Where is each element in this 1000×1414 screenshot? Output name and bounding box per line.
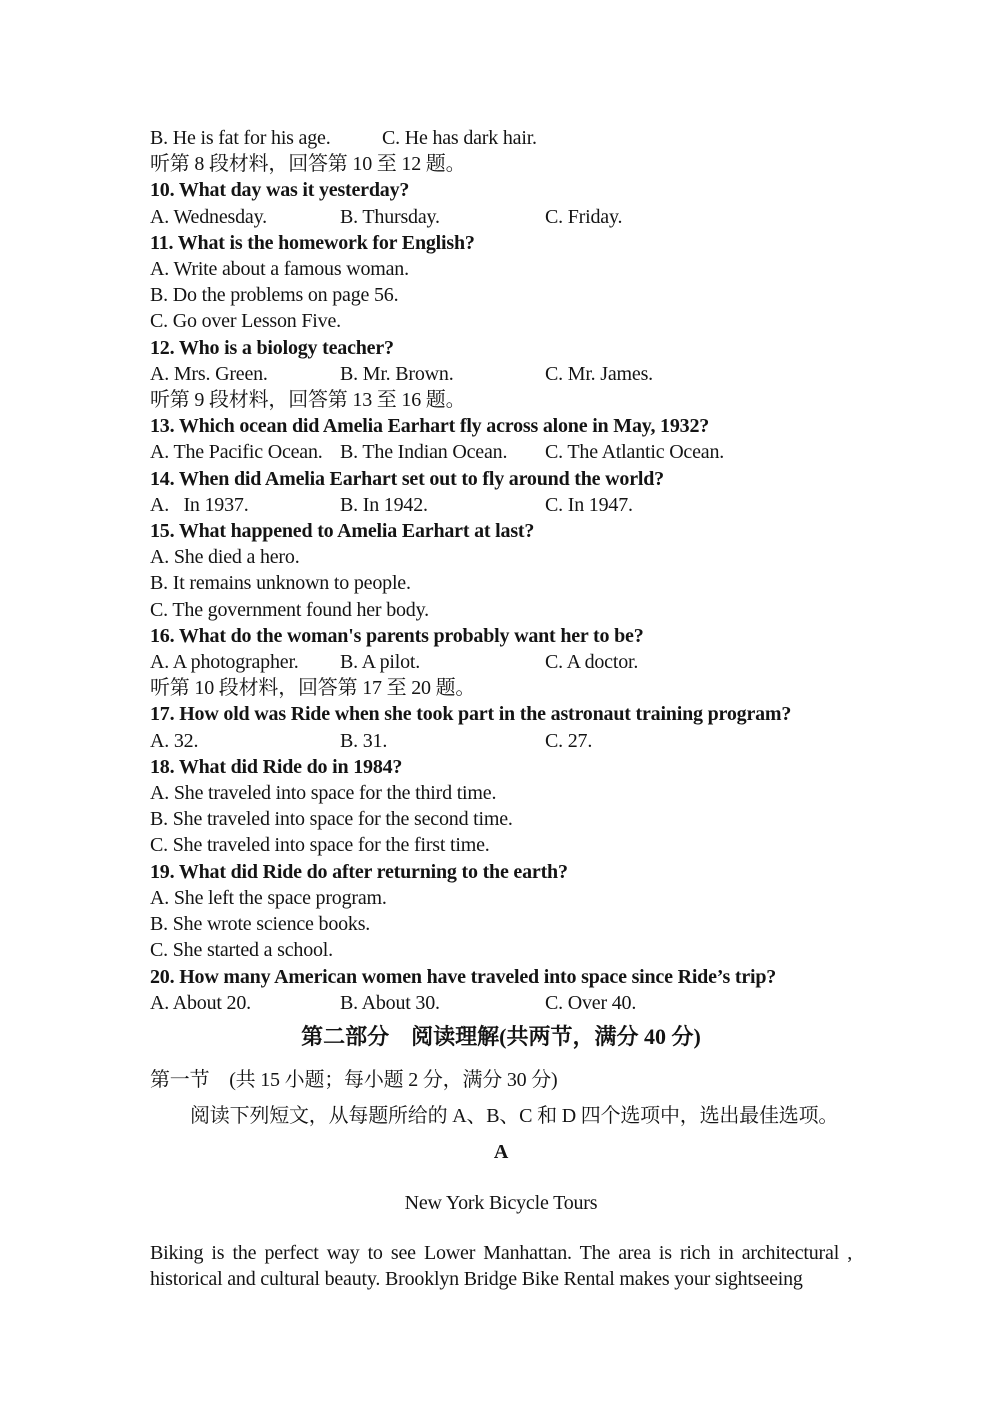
- question-9-option-c: C. He has dark hair.: [382, 127, 537, 149]
- section-9-instruction: 听第 9 段材料，回答第 13 至 16 题。: [150, 389, 466, 412]
- question-12-option-b: B. Mr. Brown.: [340, 362, 454, 385]
- question-17-stem: 17. How old was Ride when she took part in the astronaut training program?: [150, 703, 792, 726]
- passage-a-paragraph: [150, 1240, 852, 1292]
- question-15-option-c: C. The government found her body.: [150, 598, 429, 621]
- question-13-options-row: [150, 439, 852, 465]
- section-1-heading: 第一节 (共 15 小题；每小题 2 分，满分 30 分): [150, 1068, 558, 1091]
- question-15-option-a: A. She died a hero.: [150, 546, 300, 569]
- passage-a-label: A: [493, 1141, 509, 1164]
- question-16-options-row: [150, 649, 852, 675]
- question-10-options-row: [150, 204, 852, 230]
- question-9-option-b: B. He is fat for his age.: [150, 127, 331, 149]
- question-17-option-a: A. 32.: [150, 729, 199, 752]
- question-15-stem: 15. What happened to Amelia Earhart at last?: [150, 520, 535, 543]
- question-14-stem: 14. When did Amelia Earhart set out to fly around the world?: [150, 467, 664, 490]
- question-20-options-row: [150, 990, 852, 1016]
- question-17-option-c: C. 27.: [545, 729, 593, 752]
- question-16-option-a: A. A photographer.: [150, 651, 299, 674]
- question-18-option-c: C. She traveled into space for the first time.: [150, 834, 490, 857]
- question-20-option-a: A. About 20.: [150, 991, 251, 1014]
- section-10-instruction: 听第 10 段材料，回答第 17 至 20 题。: [150, 677, 476, 700]
- part-2-header: 第二部分 阅读理解(共两节，满分 40 分): [301, 1023, 701, 1049]
- passage-line-2: historical and cultural beauty. Brooklyn Bridge Bike Rental makes your sightseeing: [150, 1267, 803, 1290]
- question-10-option-b: B. Thursday.: [340, 205, 440, 228]
- passage-a-title: New York Bicycle Tours: [404, 1191, 598, 1214]
- reading-instruction: 阅读下列短文，从每题所给的 A、B、C 和 D 四个选项中，选出最佳选项。: [190, 1105, 839, 1128]
- question-19-option-c: C. She started a school.: [150, 939, 333, 962]
- question-16-option-b: B. A pilot.: [340, 651, 421, 674]
- passage-line-1: Biking is the perfect way to see Lower Manhattan. The area is rich in architectural ,: [150, 1241, 852, 1264]
- question-12-option-a: A. Mrs. Green.: [150, 362, 268, 385]
- question-19-option-a: A. She left the space program.: [150, 886, 387, 909]
- question-13-stem: 13. Which ocean did Amelia Earhart fly across alone in May, 1932?: [150, 415, 710, 438]
- question-19-option-b: B. She wrote science books.: [150, 913, 371, 936]
- question-19-stem: 19. What did Ride do after returning to the earth?: [150, 860, 568, 883]
- question-12-stem: 12. Who is a biology teacher?: [150, 336, 394, 359]
- question-12-option-c: C. Mr. James.: [545, 362, 653, 385]
- question-9-options-row: [150, 125, 852, 151]
- question-18-stem: 18. What did Ride do in 1984?: [150, 755, 403, 778]
- question-20-stem: 20. How many American women have traveled into space since Ride’s trip?: [150, 965, 777, 988]
- question-18-option-b: B. She traveled into space for the second time.: [150, 808, 513, 831]
- question-18-option-a: A. She traveled into space for the third time.: [150, 782, 497, 805]
- question-16-option-c: C. A doctor.: [545, 651, 639, 674]
- question-10-option-c: C. Friday.: [545, 205, 623, 228]
- question-11-option-a: A. Write about a famous woman.: [150, 258, 409, 281]
- question-11-stem: 11. What is the homework for English?: [150, 231, 475, 254]
- question-11-option-c: C. Go over Lesson Five.: [150, 310, 341, 333]
- question-14-option-a: A. In 1937.: [150, 493, 249, 516]
- question-16-stem: 16. What do the woman's parents probably want her to be?: [150, 624, 644, 647]
- section-8-instruction: 听第 8 段材料，回答第 10 至 12 题。: [150, 153, 466, 176]
- question-20-option-c: C. Over 40.: [545, 991, 637, 1014]
- question-17-options-row: [150, 728, 852, 754]
- question-14-option-c: C. In 1947.: [545, 493, 633, 516]
- question-12-options-row: [150, 361, 852, 387]
- question-14-options-row: [150, 492, 852, 518]
- question-17-option-b: B. 31.: [340, 729, 388, 752]
- question-13-option-b: B. The Indian Ocean.: [340, 441, 508, 464]
- question-11-option-b: B. Do the problems on page 56.: [150, 284, 399, 307]
- question-13-option-c: C. The Atlantic Ocean.: [545, 441, 725, 464]
- question-15-option-b: B. It remains unknown to people.: [150, 572, 411, 595]
- question-20-option-b: B. About 30.: [340, 991, 440, 1014]
- question-14-option-b: B. In 1942.: [340, 493, 428, 516]
- question-13-option-a: A. The Pacific Ocean.: [150, 441, 323, 464]
- question-10-stem: 10. What day was it yesterday?: [150, 179, 410, 202]
- question-10-option-a: A. Wednesday.: [150, 205, 267, 228]
